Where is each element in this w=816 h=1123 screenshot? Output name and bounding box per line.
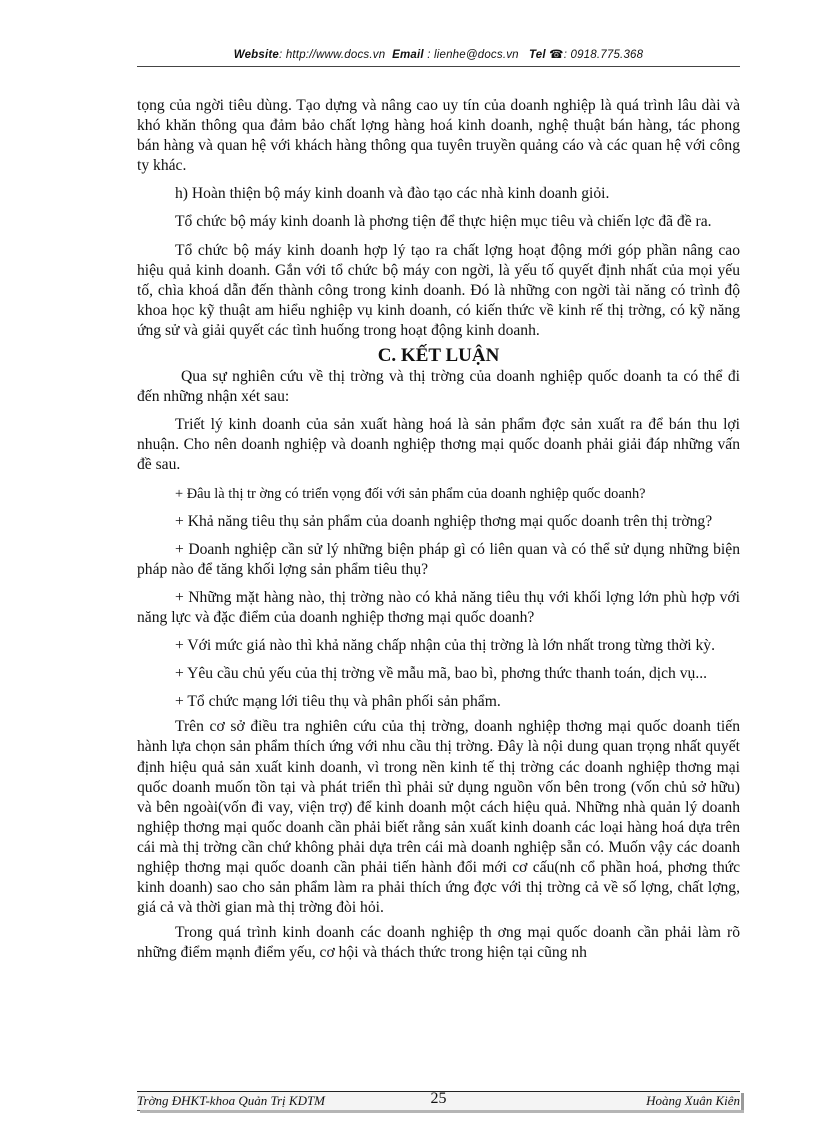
page-number: 25: [430, 1090, 447, 1107]
paragraph-3: Tổ chức bộ máy kinh doanh là phơng tiện để thực hiện mục tiêu và chiến lợc đã đề ra.: [175, 213, 712, 231]
question-5: + Với mức giá nào thì khả năng chấp nhận của thị trờng là lớn nhất trong từng thời kỳ.: [175, 637, 715, 655]
page-footer: [137, 1091, 740, 1111]
question-3: + Doanh nghiệp cần sử lý những biện pháp gì có liên quan và có thể sử dụng những biện pháp nào để tăng khối lợng sản phẩm tiêu thụ?: [137, 540, 740, 578]
footer-school: Trờng ĐHKT-khoa Quản Trị KDTM: [137, 1093, 326, 1108]
footer-shadow-right: [741, 1093, 744, 1111]
paragraph-6: Triết lý kinh doanh của sản xuất hàng hoá là sản phẩm đợc sản xuất ra để bán thu lợi nhuận. Cho nên doanh nghiệp và doanh nghiệp thơng mại quốc doanh phải giải đáp những vấn đề sau.: [137, 416, 740, 474]
question-1: + Đâu là thị tr ờng có triển vọng đối với sản phẩm của doanh nghiệp quốc doanh?: [175, 485, 646, 502]
header-rule: [137, 66, 740, 67]
tel-label: Tel: [528, 49, 546, 61]
paragraph-2: h) Hoàn thiện bộ máy kinh doanh và đào tạo các nhà kinh doanh giỏi.: [175, 185, 610, 203]
footer-author: Hoàng Xuân Kiên: [646, 1093, 740, 1108]
question-4: + Những mặt hàng nào, thị trờng nào có khả năng tiêu thụ với khối lợng lớn phù hợp với năng lực và đặc điểm của doanh nghiệp thơng mại quốc doanh?: [137, 588, 740, 626]
phone-icon: ☎: [549, 49, 564, 61]
email-value[interactable]: : lienhe@docs.vn: [427, 49, 519, 61]
question-2: + Khả năng tiêu thụ sản phẩm của doanh nghiệp thơng mại quốc doanh trên thị trờng?: [175, 512, 713, 530]
website-value[interactable]: : http://www.docs.vn: [279, 49, 386, 61]
paragraph-7: Trên cơ sở điều tra nghiên cứu của thị trờng, doanh nghiệp thơng mại quốc doanh tiến hành lựa chọn sản phẩm thích ứng với nhu cầu thị trờng. Đây là nội dung quan trọng nhất quyết định hiệu quả sản xuất kinh doanh, vì trong nền kinh tế thị trờng các doanh nghiệp thơng mại quốc doanh muốn tồn tại và phát triển thì phải sử dụng nguồn vốn bên trong (vốn chủ sở hữu) và bên ngoài(vốn đi vay, viện trợ) để kinh doanh một cách hiệu quả. Những nhà quản lý doanh nghiệp thơng mại quốc doanh cần phải biết rằng sản xuất kinh doanh các loại hàng hoá dựa trên cái mà thị trờng cần chứ không phải dựa trên cái mà doanh nghiệp sẵn có. Muốn vậy các doanh nghiệp thơng mại quốc doanh cần phải tiến hành đổi mới cơ cấu(nh cổ phần hoá, phơng thức kinh doanh) sao cho sản phẩm làm ra phải thích ứng đợc với thị trờng cả về số lợng, chất lợng, giá cả và thời gian mà thị trờng đòi hỏi.: [137, 718, 740, 917]
question-7: + Tổ chức mạng lới tiêu thụ và phân phối sản phẩm.: [175, 693, 501, 711]
website-label: Website: [233, 49, 280, 61]
paragraph-4: Tổ chức bộ máy kinh doanh hợp lý tạo ra chất lợng hoạt động mới góp phần nâng cao hiệu quả kinh doanh. Gắn với tổ chức bộ máy con ngời, là yếu tố quyết định nhất của mọi yếu tố, chìa khoá dẫn đến thành công trong kinh doanh. Đó là những con ngời tài năng có trình độ khoa học kỹ thuật am hiểu nghiệp vụ kinh doanh, có kiến thức về kinh rế thị trờng, có kỹ năng ứng sử và giải quyết các tình huống trong hoạt động kinh doanh.: [137, 241, 740, 339]
paragraph-8: Trong quá trình kinh doanh các doanh nghiệp th ơng mại quốc doanh cần phải làm rõ những điểm mạnh điểm yếu, cơ hội và thách thức trong hiện tại cũng nh: [137, 924, 740, 962]
page-header: [137, 47, 740, 61]
section-heading: C. KẾT LUẬN: [377, 345, 500, 367]
paragraph-5: Qua sự nghiên cứu về thị trờng và thị trờng của doanh nghiệp quốc doanh ta có thể đi đến những nhận xét sau:: [137, 368, 740, 406]
footer-shadow-bottom: [140, 1110, 744, 1113]
email-label: Email: [392, 49, 424, 61]
question-6: + Yêu cầu chủ yếu của thị trờng về mẫu mã, bao bì, phơng thức thanh toán, dịch vụ...: [175, 665, 708, 683]
page-content: [137, 96, 740, 963]
paragraph-1: tọng của ngời tiêu dùng. Tạo dựng và nâng cao uy tín của doanh nghiệp là quá trình lâu dài và khó khăn thông qua đảm bảo chất lợng hàng hoá kinh doanh, nghệ thuật bán hàng, tác phong bán hàng và quan hệ với khách hàng thông qua tuyên truyền quảng cáo và các quan hệ với công ty khác.: [137, 97, 740, 175]
tel-value: : 0918.775.368: [563, 49, 644, 61]
